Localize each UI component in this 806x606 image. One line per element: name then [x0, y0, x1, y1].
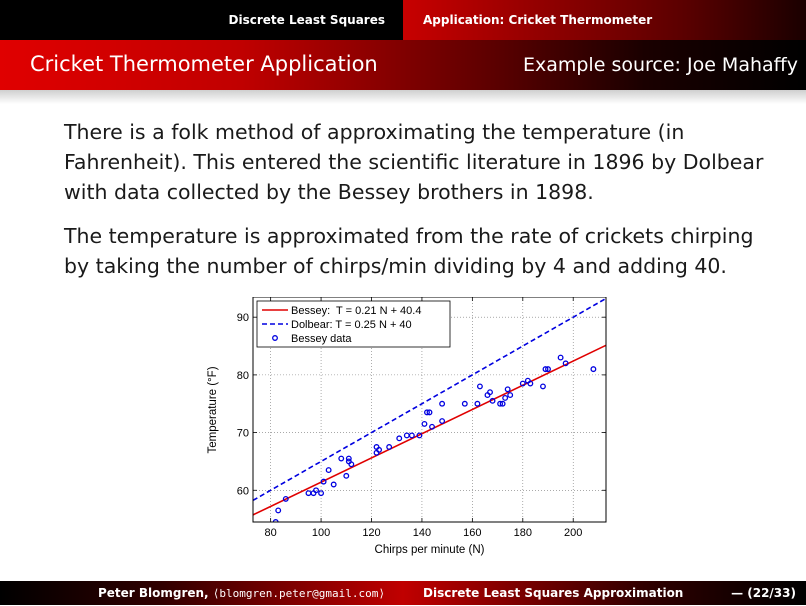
- x-axis-label: Chirps per minute (N): [374, 544, 485, 556]
- footer-talk-title[interactable]: Discrete Least Squares Approximation: [423, 586, 684, 600]
- footer-right: [403, 581, 806, 605]
- y-tick-label: 70: [236, 427, 249, 440]
- y-axis-label: Temperature (°F): [207, 366, 219, 454]
- legend-entry-data: Bessey data: [291, 333, 352, 345]
- footer-author: Peter Blomgren,: [97, 586, 209, 600]
- footer-author-block: [98, 581, 385, 606]
- data-point: [319, 491, 324, 496]
- top-navigation: [0, 0, 806, 40]
- y-tick-label: 90: [236, 312, 249, 325]
- nav-section-cricket-thermometer[interactable]: Application: Cricket Thermometer: [403, 0, 806, 40]
- x-tick-label: 140: [412, 527, 432, 539]
- y-tick-label: 80: [236, 369, 249, 382]
- frame-title-bar: [0, 40, 806, 90]
- x-tick-label: 120: [362, 527, 381, 539]
- chart-legend: [257, 301, 450, 347]
- data-point: [503, 396, 508, 401]
- legend-entry-bessey: Bessey: T = 0.21 N + 40.4: [291, 305, 422, 317]
- data-point: [558, 355, 563, 360]
- fit-line-bessey: [253, 345, 606, 515]
- data-point: [326, 468, 331, 473]
- data-point: [478, 384, 483, 389]
- data-point: [440, 401, 445, 406]
- nav-section-discrete-least-squares[interactable]: Discrete Least Squares: [228, 13, 385, 27]
- data-point: [344, 474, 349, 479]
- data-point: [463, 401, 468, 406]
- data-point: [591, 367, 596, 372]
- data-point: [475, 401, 480, 406]
- data-point: [541, 384, 546, 389]
- data-point: [410, 433, 415, 438]
- x-tick-label: 180: [513, 527, 532, 539]
- frame-title: Cricket Thermometer Application: [30, 52, 378, 76]
- x-tick-label: 100: [311, 527, 331, 539]
- data-point: [508, 393, 513, 398]
- data-point: [276, 508, 281, 513]
- data-point: [339, 456, 344, 461]
- title-shadow: [0, 90, 806, 104]
- example-source: Example source: Joe Mahaffy: [522, 54, 798, 76]
- x-tick-label: 80: [264, 527, 277, 539]
- cricket-temperature-chart: [200, 297, 620, 562]
- paragraph-folk-method: There is a folk method of approximating the temperature (in Fahrenheit). This entered the scientific literature in 1896 by Dolbear with data collected by the Bessey brothers in 1898.: [64, 120, 764, 204]
- footer-email: ⟨blomgren.peter@gmail.com⟩: [212, 587, 385, 600]
- legend-entry-dolbear: Dolbear: T = 0.25 N + 40: [291, 319, 412, 331]
- data-point: [306, 491, 311, 496]
- footer-page-number: — (22/33): [731, 586, 796, 600]
- data-point: [440, 419, 445, 424]
- x-tick-label: 200: [564, 527, 583, 539]
- y-tick-label: 60: [236, 485, 249, 498]
- data-point: [405, 433, 410, 438]
- footer-bar: [0, 581, 806, 605]
- paragraph-approximation-rule: The temperature is approximated from the rate of crickets chirping by taking the number of chirps/min dividing by 4 and adding 40.: [64, 224, 754, 278]
- x-tick-label: 160: [463, 527, 482, 539]
- data-points-layer: [263, 355, 595, 527]
- data-point: [331, 482, 336, 487]
- footer-left: [0, 581, 403, 605]
- data-point: [505, 387, 510, 392]
- data-point: [397, 436, 402, 441]
- data-point: [422, 422, 427, 427]
